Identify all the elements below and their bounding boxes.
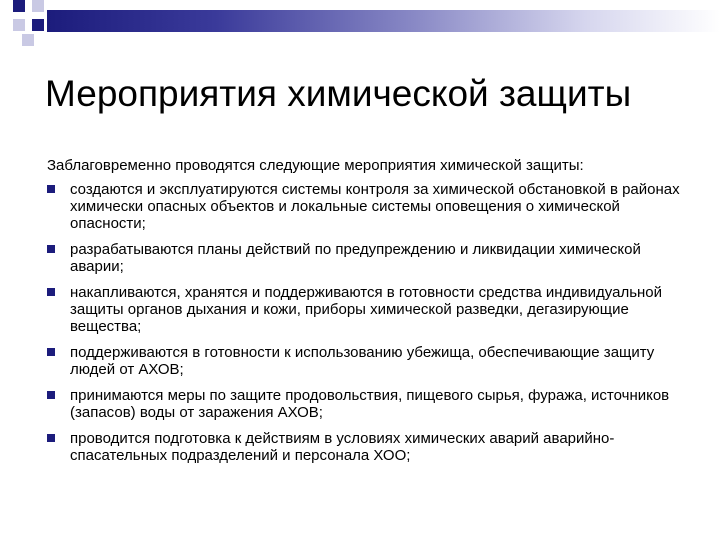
bullet-text: поддерживаются в готовности к использованию убежища, обеспечивающие защиту людей от АХОВ; [70, 344, 655, 378]
decor-square-3 [13, 19, 25, 31]
header-gradient-band [47, 10, 720, 32]
square-bullet-icon [47, 288, 55, 296]
square-bullet-icon [47, 348, 55, 356]
bullet-text: принимаются меры по защите продовольствия, пищевого сырья, фуража, источников (запасов) воды от заражения АХОВ; [70, 387, 670, 421]
bullet-item [47, 181, 687, 232]
bullet-list [47, 181, 687, 464]
decor-square-4 [32, 19, 44, 31]
decor-square-2 [32, 0, 44, 12]
square-bullet-icon [47, 434, 55, 442]
square-bullet-icon [47, 391, 55, 399]
bullet-item [47, 387, 687, 421]
bullet-text: создаются и эксплуатируются системы контроля за химической обстановкой в районах химически опасных объектов и локальные системы оповещения о химической опасности; [70, 181, 680, 232]
bullet-item [47, 344, 687, 378]
decor-square-1 [13, 0, 25, 12]
bullet-item [47, 284, 687, 335]
square-bullet-icon [47, 245, 55, 253]
intro-text: Заблаговременно проводятся следующие мероприятия химической защиты: [47, 157, 584, 174]
slide-body [47, 157, 687, 473]
slide-title: Мероприятия химической защиты [45, 73, 632, 114]
bullet-text: проводится подготовка к действиям в условиях химических аварий аварийно-спасательных подразделений и персонала ХОО; [70, 430, 615, 464]
bullet-item [47, 241, 687, 275]
bullet-text: накапливаются, хранятся и поддерживаются в готовности средства индивидуальной защиты органов дыхания и кожи, приборы химической разведки, дегазирующие вещества; [70, 284, 663, 335]
bullet-text: разрабатываются планы действий по предупреждению и ликвидации химической аварии; [70, 241, 641, 275]
bullet-item [47, 430, 687, 464]
square-bullet-icon [47, 185, 55, 193]
decor-square-5 [22, 34, 34, 46]
